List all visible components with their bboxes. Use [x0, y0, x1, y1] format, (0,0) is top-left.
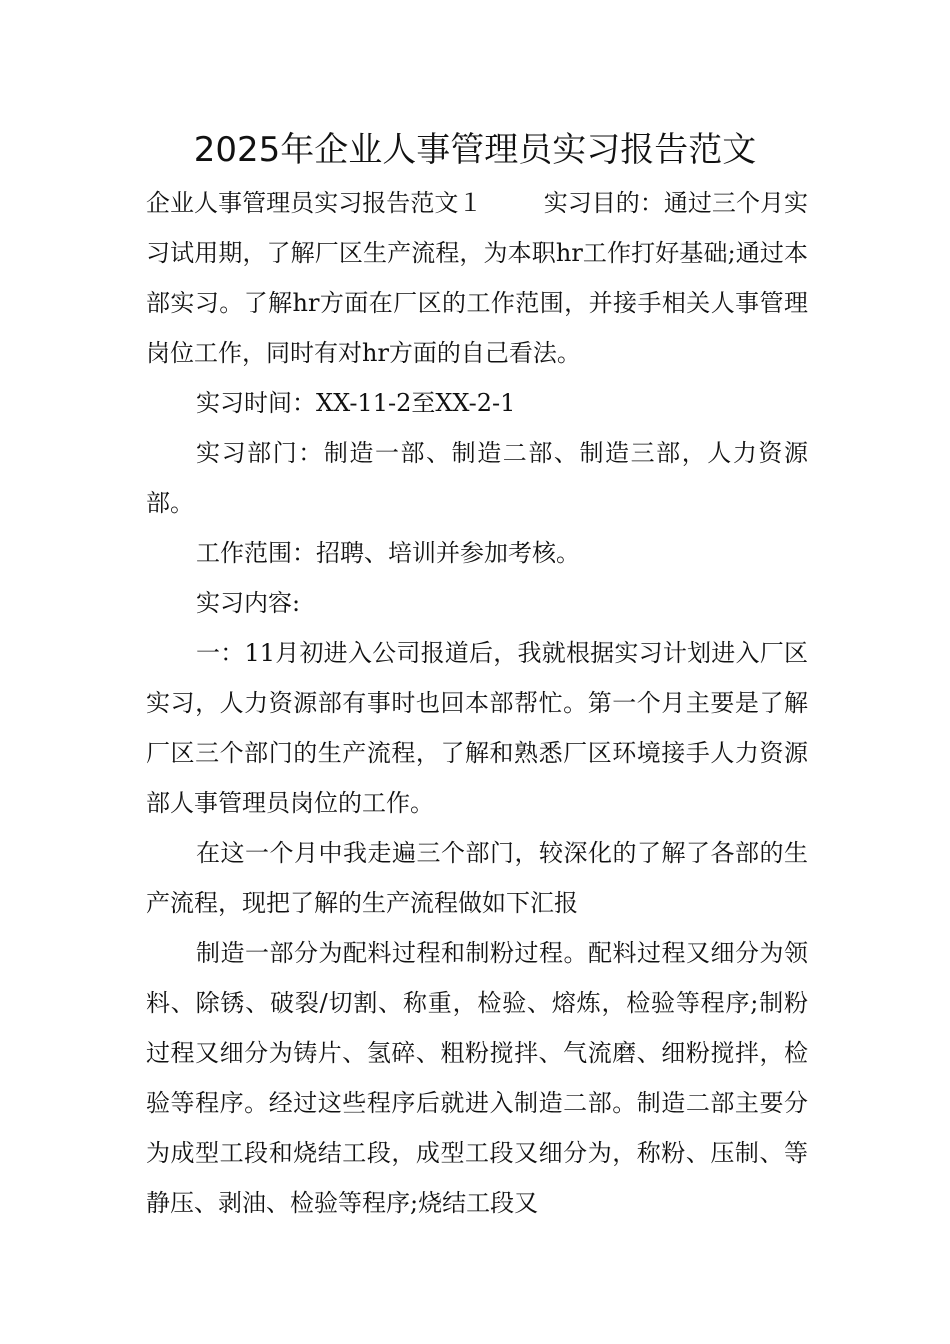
- heading-spacer: [482, 189, 543, 217]
- paragraph-purpose: [146, 178, 808, 378]
- section-heading: 企业人事管理员实习报告范文１: [146, 189, 483, 217]
- paragraph-month-one: 一：11月初进入公司报道后，我就根据实习计划进入厂区实习，人力资源部有事时也回本部帮忙。第一个月主要是了解厂区三个部门的生产流程，了解和熟悉厂区环境接手人力资源部人事管理员岗位的工作。: [146, 639, 808, 817]
- document-title: 2025年企业人事管理员实习报告范文: [193, 130, 757, 170]
- paragraph-content-label: 实习内容:: [196, 589, 301, 617]
- paragraph-process: 制造一部分为配料过程和制粉过程。配料过程又细分为领料、除锈、破裂/切割、称重，检验、熔炼，检验等程序;制粉过程又细分为铸片、氢碎、粗粉搅拌、气流磨、细粉搅拌，检验等程序。经过这些程序后就进入制造二部。制造二部主要分为成型工段和烧结工段，成型工段又细分为，称粉、压制、等静压、剥油、检验等程序;烧结工段又: [146, 939, 808, 1217]
- document-body: [146, 178, 808, 1228]
- paragraph-scope: 工作范围：招聘、培训并参加考核。: [196, 539, 580, 567]
- paragraph-time: 实习时间：XX-11-2至XX-2-1: [196, 389, 516, 417]
- paragraph-departments-visit: 在这一个月中我走遍三个部门，较深化的了解了各部的生产流程，现把了解的生产流程做如下汇报: [146, 839, 808, 917]
- paragraph-purpose-text: 实习目的：通过三个月实习试用期，了解厂区生产流程，为本职hr工作打好基础;通过本部实习。了解hr方面在厂区的工作范围，并接手相关人事管理岗位工作，同时有对hr方面的自己看法。: [146, 189, 809, 367]
- paragraph-departments: 实习部门：制造一部、制造二部、制造三部，人力资源部。: [146, 439, 808, 517]
